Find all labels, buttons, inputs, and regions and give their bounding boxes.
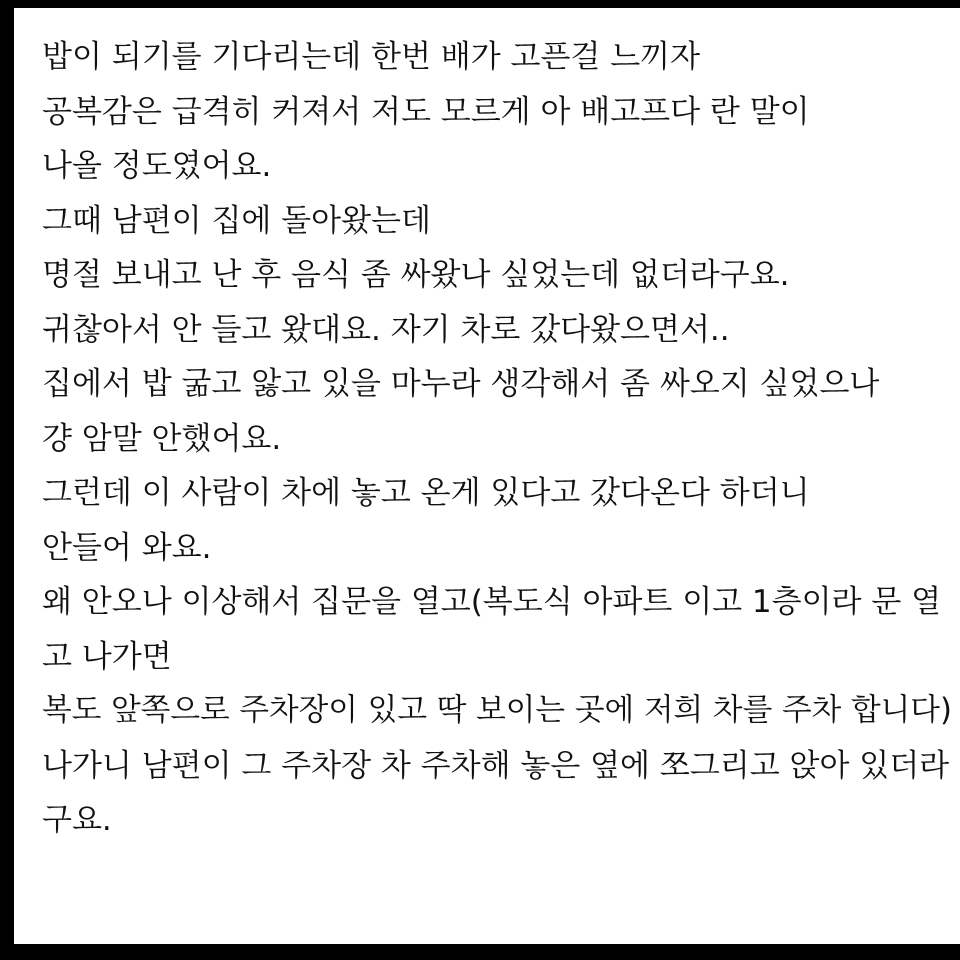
text-line: 복도 앞쪽으로 주차장이 있고 딱 보이는 곳에 저희 차를 주차 합니다) xyxy=(42,693,952,728)
text-line: 나올 정도였어요. xyxy=(42,148,272,184)
text-body xyxy=(42,30,952,848)
text-line: 그런데 이 사람이 차에 놓고 온게 있다고 갔다온다 하더니 xyxy=(42,475,810,511)
text-line: 고 나가면 xyxy=(42,638,172,675)
text-line: 공복감은 급격히 커져서 저도 모르게 아 배고프다 란 말이 xyxy=(42,93,810,130)
text-line: 걍 암말 안했어요. xyxy=(42,420,282,457)
text-line: 나가니 남편이 그 주차장 차 주차해 놓은 옆에 쪼그리고 앉아 있더라 xyxy=(42,747,950,784)
document-page xyxy=(14,8,960,944)
text-line: 안들어 와요. xyxy=(42,529,212,566)
text-line: 왜 안오나 이상해서 집문을 열고(복도식 아파트 이고 1층이라 문 열 xyxy=(42,584,942,620)
text-line: 명절 보내고 난 후 음식 좀 싸왔나 싶었는데 없더라구요. xyxy=(42,257,790,293)
text-line: 귀찮아서 안 들고 왔대요. 자기 차로 갔다왔으면서.. xyxy=(42,311,730,348)
text-line: 집에서 밥 굶고 앓고 있을 마누라 생각해서 좀 싸오지 싶었으나 xyxy=(42,366,880,402)
text-line: 밥이 되기를 기다리는데 한번 배가 고픈걸 느끼자 xyxy=(42,39,701,75)
text-line: 그때 남편이 집에 돌아왔는데 xyxy=(42,202,431,239)
text-line: 구요. xyxy=(42,802,112,838)
